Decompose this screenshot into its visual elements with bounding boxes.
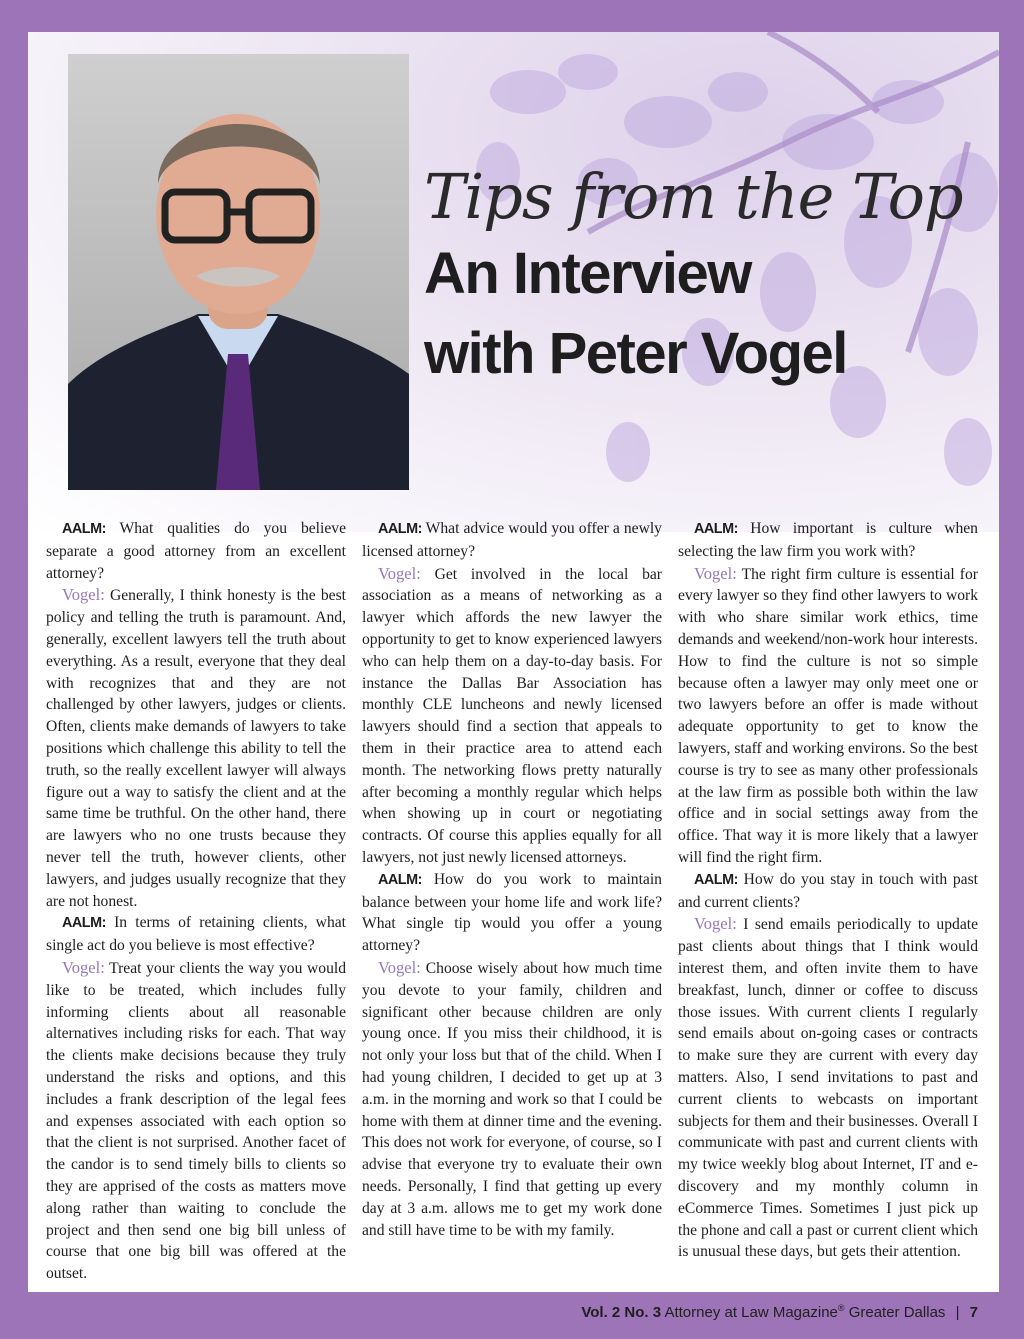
question-text: What qualities do you believe separate a good attorney from an excellent attorney? xyxy=(46,520,346,582)
answer-text: Treat your clients the way you would like to be treated, which includes fully informing clients about all reasonable alternatives including risks for each. That way the clients make decisions because they truly understand the risks and options, and this includes a frank description of the legal fees and expenses associated with each option so that the client is not surprised. Another facet of the candor is to send timely bills to clients so they are apprised of the costs as matters move along rather than waiting to conclude the project and then send one big bill unless of course that one big bill was offered at the outset. xyxy=(46,959,346,1283)
edition-name: Greater Dallas xyxy=(848,1304,946,1321)
answer xyxy=(46,957,346,1285)
answer xyxy=(678,563,978,869)
answer xyxy=(678,913,978,1263)
answer-text: Choose wisely about how much time you devote to your family, children and significant other because children are only young once. If you miss their childhood, it is not only your loss but that of the child. When I had young children, I decided to get up at 3 a.m. in the morning and work so that I could be home with them at dinner time and the evening. This does not work for everyone, of course, so I advise that everyone try to evaluate their own needs. Personally, I find that getting up every day at 3 a.m. allows me to get my work done and still have time to be with my family. xyxy=(362,959,662,1239)
magazine-page xyxy=(28,32,999,1292)
answer xyxy=(362,957,662,1241)
registered-mark: ® xyxy=(837,1303,845,1313)
article-title xyxy=(424,160,984,394)
portrait-photo xyxy=(68,54,409,490)
aalm-label: AALM: xyxy=(694,521,738,537)
footer-separator: | xyxy=(955,1304,960,1321)
vogel-label: Vogel: xyxy=(694,914,737,934)
page-number: 7 xyxy=(969,1304,978,1321)
aalm-label: AALM: xyxy=(62,915,106,932)
question-text: In terms of retaining clients, what single act do you believe is most effective? xyxy=(46,914,346,955)
question-text: How important is culture when selecting the law firm you work with? xyxy=(678,520,978,560)
answer-text: Get involved in the local bar association as a means of networking as a lawyer which affords the new lawyer the opportunity to get to know experienced lawyers who can help them on a day-to-day basis. For instance the Dallas Bar Association has monthly CLE luncheons and newly licensed lawyers should find a section that appeals to them in their practice area to attend each month. The networking flows pretty naturally after becoming a monthly regular which helps when showing up in court or negotiating contracts. Of course this applies equally for all lawyers, not just newly licensed attorneys. xyxy=(362,565,662,866)
vogel-label: Vogel: xyxy=(378,957,421,977)
title-main-line-2: with Peter Vogel xyxy=(424,321,847,386)
column-1 xyxy=(46,518,346,1285)
issue-number: Vol. 2 No. 3 xyxy=(581,1304,662,1321)
aalm-label: AALM: xyxy=(378,871,422,888)
answer xyxy=(46,584,346,912)
vogel-label: Vogel: xyxy=(62,585,105,605)
answer-text: Generally, I think honesty is the best policy and telling the truth is paramount. And, generally, excellent lawyers tell the truth about everything. As a result, everyone that they deal with recognizes that and they are not challenged by other lawyers, judges or clients. Often, clients make demands of lawyers to take positions which challenge this ability to tell the truth, so the really excellent lawyer will always figure out a way to satisfy the client and at the same time be truthful. On the other hand, there are lawyers who no one trusts because they never tell the truth, however clients, other lawyers, and judges usually recognize that they are not honest. xyxy=(46,587,346,910)
question xyxy=(678,869,978,914)
question xyxy=(362,869,662,957)
vogel-label: Vogel: xyxy=(378,563,421,583)
vogel-label: Vogel: xyxy=(62,957,105,977)
answer-text: The right firm culture is essential for every lawyer so they find other lawyers to work with who share similar work ethics, time demands and weekend/non-work hour interests. How to find the culture is not so simple because often a lawyer may only meet one or two lawyers before an offer is made without adequate opportunity to get to know the lawyers, staff and working environs. So the best course is try to see as many other professionals at the law firm as possible both within the law office and in social settings away from the office. That way it is more likely that a lawyer will find the right firm. xyxy=(678,565,978,866)
magazine-name: Attorney at Law Magazine xyxy=(664,1304,838,1321)
aalm-label: AALM: xyxy=(62,521,106,537)
title-script-line: Tips from the Top xyxy=(424,160,963,233)
question xyxy=(678,518,978,563)
aalm-label: AALM: xyxy=(694,871,738,888)
question xyxy=(46,518,346,584)
question-text: How do you stay in touch with past and current clients? xyxy=(678,870,978,911)
answer-text: I send emails periodically to update past clients about things that I think would interest them, and often invite them to have breakfast, lunch, dinner or coffee to discuss those issues. With current clients I regularly send emails about on-going cases or contracts to make sure they are current with every day matters. Also, I send invitations to past and current clients to webcasts on important subjects for them and their businesses. Overall I communicate with past and current clients with my twice weekly blog about Internet, IT and e-discovery and my monthly column in eCommerce Times. Sometimes I just pick up the phone and call a past or current client which is unusual these days, but gets their attention. xyxy=(678,916,978,1261)
question-text: What advice would you offer a newly licensed attorney? xyxy=(362,520,662,560)
title-main-line-1: An Interview xyxy=(424,241,751,306)
question xyxy=(362,518,662,563)
answer xyxy=(362,563,662,869)
question-text: How do you work to maintain balance between your home life and work life? What single tip would you offer a young attorney? xyxy=(362,870,662,955)
vogel-label: Vogel: xyxy=(694,563,737,583)
article-columns xyxy=(46,518,978,1285)
question xyxy=(46,912,346,957)
column-2 xyxy=(362,518,662,1285)
aalm-label: AALM: xyxy=(378,521,422,537)
column-3 xyxy=(678,518,978,1285)
page-footer xyxy=(581,1303,978,1321)
